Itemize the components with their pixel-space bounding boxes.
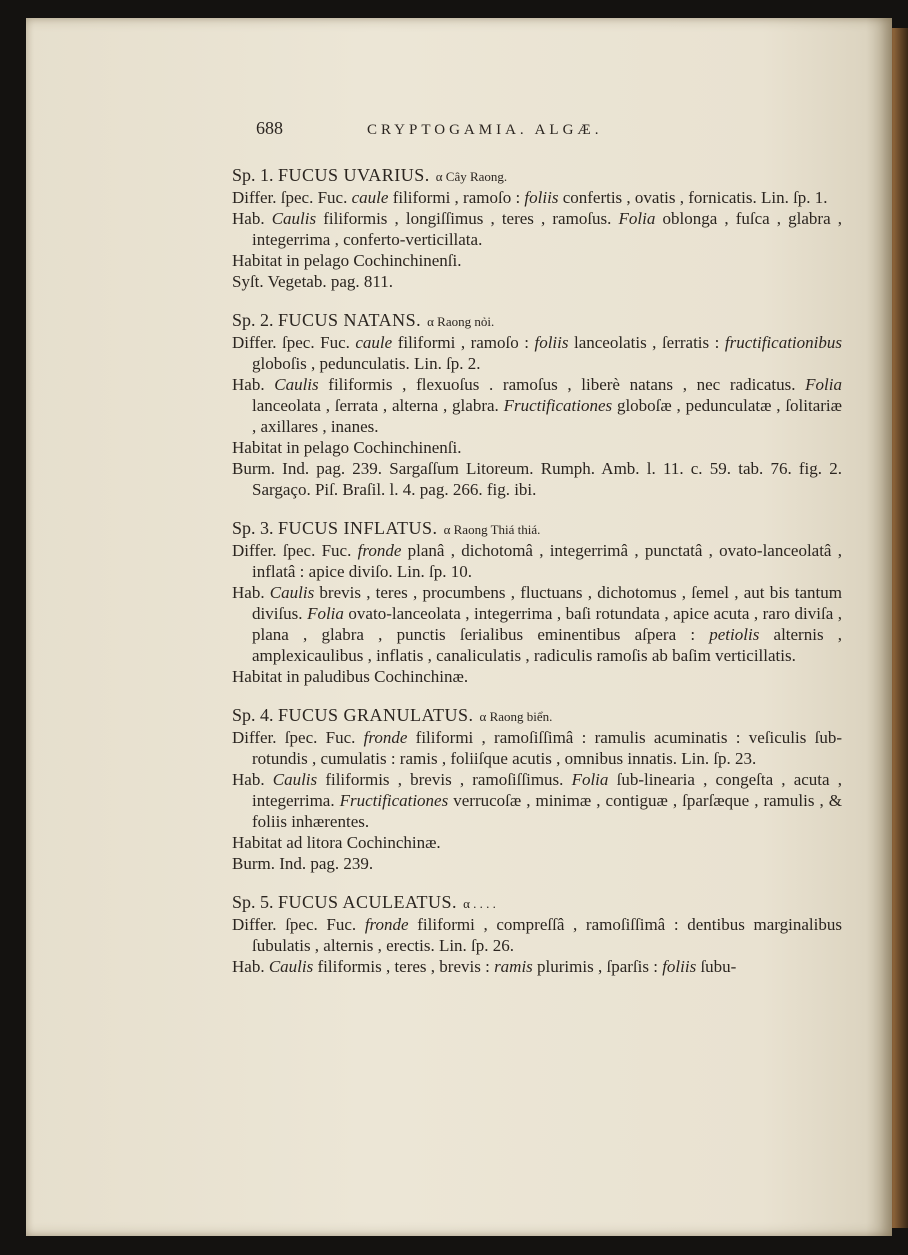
- species-heading: Sp. 4. FUCUS GRANULATUS. α Raong biển.: [232, 705, 553, 725]
- differ-paragraph: Differ. ſpec. Fuc. caule filiformi , ramoſo : foliis confertis , ovatis , fornicatis. Lin. ſp. 1.: [232, 188, 828, 207]
- page-header: [256, 118, 842, 141]
- differ-paragraph: Differ. ſpec. Fuc. fronde filiformi , ramoſiſſimâ : ramulis acuminatis : veſiculis ſub-rotundis , cumulatis : ramis , foliiſque acutis , omnibus innatis. Lin. ſp. 23.: [232, 728, 842, 768]
- habitat-line: Habitat ad litora Cochinchinæ.: [232, 833, 441, 852]
- vernacular-name: α Raong Thiá thiá.: [443, 522, 541, 537]
- differ-paragraph: Differ. ſpec. Fuc. caule filiformi , ramoſo : foliis lanceolatis , ſerratis : fructificationibus globoſis , pedunculatis. Lin. ſp. 2.: [232, 333, 842, 373]
- species-heading: Sp. 2. FUCUS NATANS. α Raong nỏi.: [232, 310, 495, 330]
- running-title: CRYPTOGAMIA. ALGÆ.: [367, 122, 603, 138]
- vernacular-name: α . . . .: [463, 896, 496, 911]
- species-entry: [232, 705, 842, 874]
- differ-paragraph: Differ. ſpec. Fuc. fronde planâ , dichotomâ , integerrimâ , punctatâ , ovato-lanceolatâ , inflatâ : apice diviſo. Lin. ſp. 10.: [232, 541, 842, 581]
- habitat-line: Habitat in pelago Cochinchinenſi.: [232, 251, 462, 270]
- species-name: FUCUS INFLATUS.: [278, 518, 438, 538]
- species-name: FUCUS ACULEATUS.: [278, 892, 458, 912]
- reference-line: Syſt. Vegetab. pag. 811.: [232, 272, 394, 291]
- species-heading: Sp. 1. FUCUS UVARIUS. α Cây Raong.: [232, 165, 508, 185]
- species-name: FUCUS GRANULATUS.: [278, 705, 474, 725]
- species-entry: [232, 518, 842, 687]
- hab-paragraph: Hab. Caulis filiformis , brevis , ramoſiſſimus. Folia ſub-linearia , congeſta , acuta , integerrima. Fructificationes verrucoſæ , minimæ , contiguæ , ſparſæque , ramulis , & foliis inhærentes.: [232, 770, 842, 831]
- species-entry: [232, 892, 842, 977]
- hab-paragraph: Hab. Caulis filiformis , teres , brevis : ramis plurimis , ſparſis : foliis ſubu-: [232, 957, 737, 976]
- habitat-line: Habitat in pelago Cochinchinenſi.: [232, 438, 462, 457]
- hab-paragraph: Hab. Caulis brevis , teres , procumbens , fluctuans , dichotomus , ſemel , aut bis tantum diviſus. Folia ovato-lanceolata , integerrima , baſi rotundata , apice acuta , raro diviſa , plana , glabra , punctis ſerialibus eminentibus aſpera : petiolis alternis , amplexicaulibus , inflatis , canaliculatis , radiculis ramoſis ab baſim verticillatis.: [232, 583, 843, 665]
- habitat-line: Habitat in paludibus Cochinchinæ.: [232, 667, 469, 686]
- differ-paragraph: Differ. ſpec. Fuc. fronde filiformi , compreſſâ , ramoſiſſimâ : dentibus marginalibus ſubulatis , alternis , erectis. Lin. ſp. 26.: [232, 915, 842, 955]
- vernacular-name: α Raong biển.: [479, 709, 553, 724]
- vernacular-name: α Raong nỏi.: [427, 314, 495, 329]
- species-name: FUCUS NATANS.: [278, 310, 422, 330]
- vernacular-name: α Cây Raong.: [435, 169, 508, 184]
- reference-line: Burm. Ind. pag. 239. Sargaſſum Litoreum. Rumph. Amb. l. 11. c. 59. tab. 76. fig. 2. Sargaço. Piſ. Braſil. l. 4. pag. 266. fig. ibi.: [232, 459, 842, 499]
- species-entry: [232, 310, 842, 500]
- species-heading: Sp. 5. FUCUS ACULEATUS. α . . . .: [232, 892, 496, 912]
- hab-paragraph: Hab. Caulis filiformis , longiſſimus , teres , ramoſus. Folia oblonga , fuſca , glabra , integerrima , conferto-verticillata.: [232, 209, 842, 249]
- species-name: FUCUS UVARIUS.: [278, 165, 430, 185]
- page-number: 688: [256, 118, 283, 138]
- species-heading: Sp. 3. FUCUS INFLATUS. α Raong Thiá thiá.: [232, 518, 541, 538]
- species-entry: [232, 165, 842, 292]
- hab-paragraph: Hab. Caulis filiformis , flexuoſus . ramoſus , liberè natans , nec radicatus. Folia lanceolata , ſerrata , alterna , glabra. Fructificationes globoſæ , pedunculatæ , ſolitariæ , axillares , inanes.: [232, 375, 842, 436]
- reference-line: Burm. Ind. pag. 239.: [232, 854, 374, 873]
- page-content: [232, 118, 842, 977]
